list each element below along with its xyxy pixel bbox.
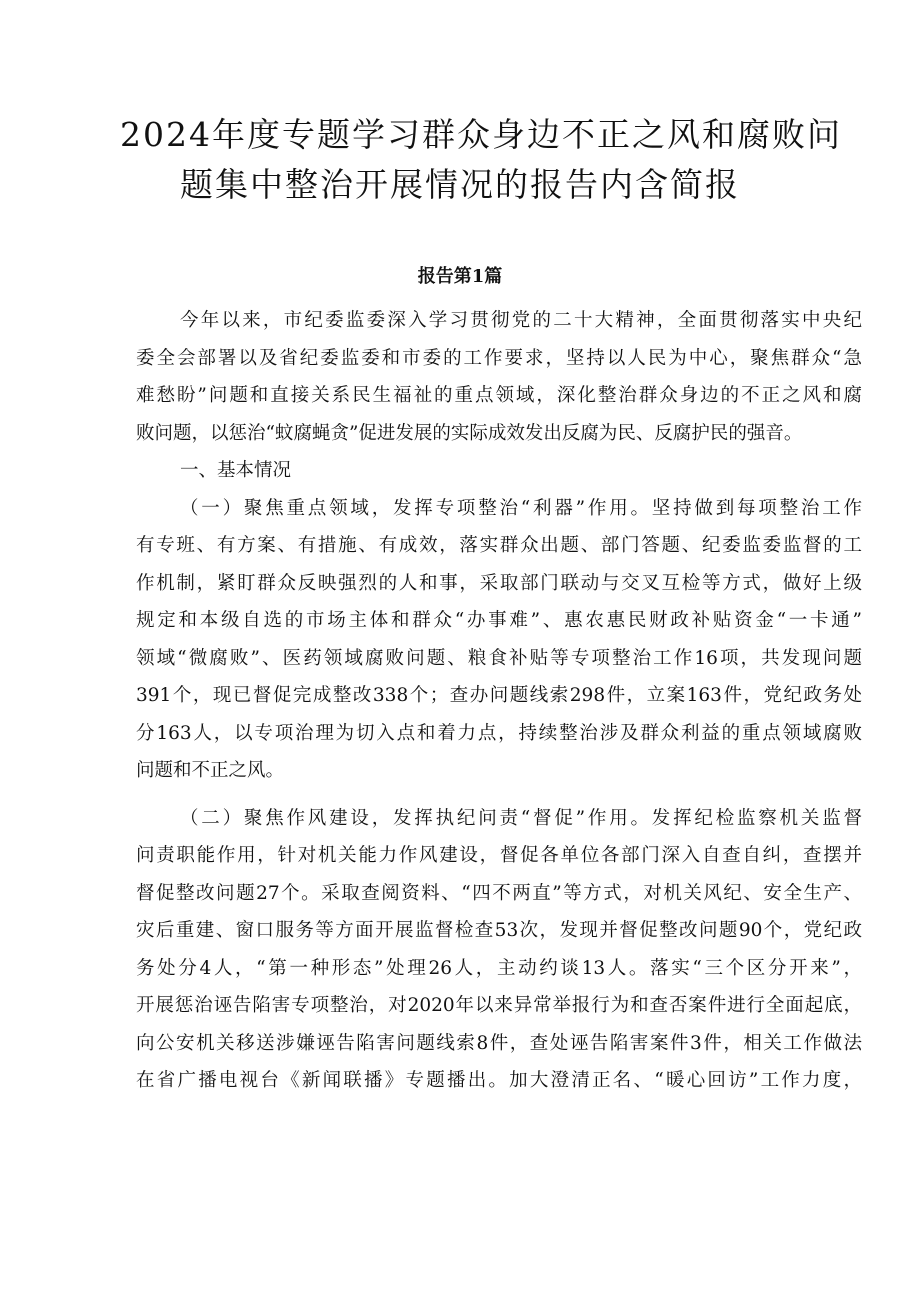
paragraph-line: 有专班、有方案、有措施、有成效，落实群众出题、部门答题、纪委监委监督的工 [136, 535, 862, 556]
paragraph-line: 领域“微腐败”、医药领域腐败问题、粮食补贴等专项整治工作16项，共发现问题 [136, 647, 862, 669]
title-line-2: 题集中整治开展情况的报告内含简报 [180, 165, 740, 204]
paragraph-line: 问题和不正之风。 [136, 760, 285, 781]
paragraph-line: 督促整改问题27个。采取查阅资料、“四不两直”等方式，对机关风纪、安全生产、 [136, 882, 862, 904]
paragraph [136, 302, 862, 452]
paragraph-line: 开展惩治诬告陷害专项整治，对2020年以来异常举报行为和查否案件进行全面起底， [136, 995, 862, 1016]
paragraph-line: 在省广播电视台《新闻联播》专题播出。加大澄清正名、“暖心回访”工作力度， [136, 1070, 862, 1091]
paragraph-line: 今年以来，市纪委监委深入学习贯彻党的二十大精神，全面贯彻落实中央纪 [180, 310, 862, 331]
paragraph-line: 灾后重建、窗口服务等方面开展监督检查53次，发现并督促整改问题90个，党纪政 [136, 920, 862, 941]
paragraph-line: 务处分4人，“第一种形态”处理26人，主动约谈13人。落实“三个区分开来”， [136, 957, 862, 979]
paragraph-line: 向公安机关移送涉嫌诬告陷害问题线索8件，查处诬告陷害案件3件，相关工作做法 [136, 1032, 862, 1054]
paragraph-line: 委全会部署以及省纪委监委和市委的工作要求，坚持以人民为中心，聚焦群众“急 [136, 347, 862, 369]
section-heading-text: 一、基本情况 [180, 460, 292, 481]
document-body [136, 302, 862, 1100]
paragraph-line: 规定和本级自选的市场主体和群众“办事难”、惠农惠民财政补贴资金“一卡通” [136, 610, 862, 631]
paragraph-line: （一）聚焦重点领域，发挥专项整治“利器”作用。坚持做到每项整治工作 [180, 497, 862, 519]
paragraph-line: 分163人，以专项治理为切入点和着力点，持续整治涉及群众利益的重点领域腐败 [136, 722, 862, 744]
paragraph-line: 作机制，紧盯群众反映强烈的人和事，采取部门联动与交叉互检等方式，做好上级 [136, 572, 862, 594]
document-title [120, 110, 842, 210]
paragraph-line: 难愁盼”问题和直接关系民生福祉的重点领域，深化整治群众身边的不正之风和腐 [136, 385, 862, 406]
paragraph [136, 800, 862, 1100]
paragraph-line: 败问题，以惩治“蚊腐蝇贪”促进发展的实际成效发出反腐为民、反腐护民的强音。 [136, 422, 803, 444]
paragraph-line: 问责职能作用，针对机关能力作风建设，督促各单位各部门深入自查自纠，查摆并 [136, 845, 862, 866]
section-heading [136, 452, 862, 490]
paragraph [136, 490, 862, 790]
title-line-1: 2024年度专题学习群众身边不正之风和腐败问 [120, 115, 842, 154]
paragraph-line: （二）聚焦作风建设，发挥执纪问责“督促”作用。发挥纪检监察机关监督 [180, 807, 862, 829]
paragraph-line: 391个，现已督促完成整改338个；查办问题线索298件，立案163件，党纪政务处 [136, 685, 862, 706]
report-subtitle: 报告第1篇 [417, 266, 503, 287]
